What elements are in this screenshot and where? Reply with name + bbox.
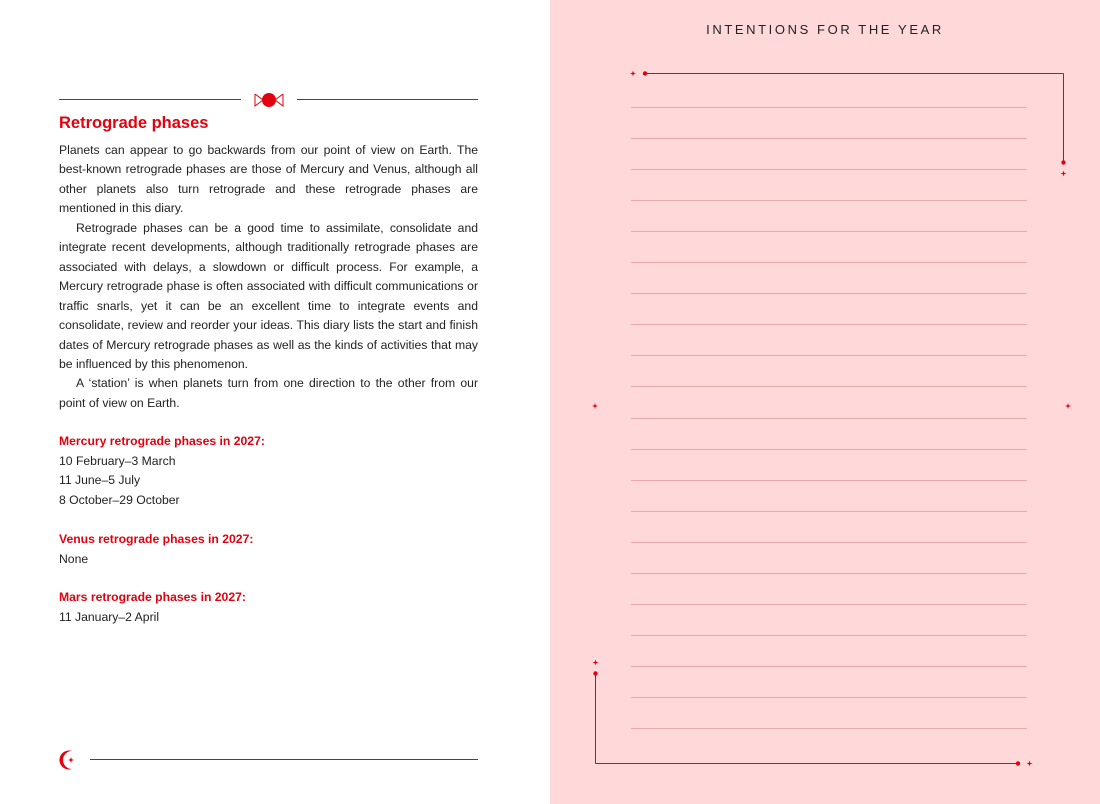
phase-date: None xyxy=(59,551,89,566)
frame-dot-icon xyxy=(1061,160,1065,164)
paragraph: A ‘station’ is when planets turn from one direction to the other from our point of view on Earth. xyxy=(59,376,478,410)
top-divider-left xyxy=(59,99,241,100)
mars-phases xyxy=(59,588,246,627)
paragraph: Planets can appear to go backwards from our point of view on Earth. The best-known retrograde phases are those of Mercury and Venus, although all other planets also turn retrograde and these retrograde phases are mentioned in this diary. xyxy=(59,143,478,216)
page-title: INTENTIONS FOR THE YEAR xyxy=(706,22,944,37)
frame-dot-icon xyxy=(643,71,647,75)
sparkle-star-icon xyxy=(592,403,598,409)
footer-rule xyxy=(90,759,478,760)
phase-date: 8 October–29 October xyxy=(59,492,180,507)
decorative-frame xyxy=(550,0,1100,804)
venus-phases xyxy=(59,530,253,569)
phase-date: 11 January–2 April xyxy=(59,609,160,624)
sparkle-star-icon xyxy=(1027,761,1033,767)
phase-title: Venus retrograde phases in 2027: xyxy=(59,532,254,546)
sparkle-star-icon xyxy=(1061,171,1067,177)
phase-title: Mars retrograde phases in 2027: xyxy=(59,590,246,604)
frame-dot-icon xyxy=(593,671,597,675)
paragraph: Retrograde phases can be a good time to assimilate, consolidate and integrate recent developments, although traditionally retrograde phases are associated with delays, a slowdown or difficult process. For example, a Mercury retrograde phase is often associated with difficult communications or traffic snarls, yet it can be an excellent time to integrate events and consolidate, review and reorder your ideas. This diary lists the start and finish dates of Mercury retrograde phases as well as the kinds of activities that may be influenced by this phenomenon. xyxy=(59,220,478,371)
frame-dot-icon xyxy=(1016,761,1020,765)
mercury-phases xyxy=(59,432,265,510)
sparkle-star-icon xyxy=(593,660,599,666)
phase-title: Mercury retrograde phases in 2027: xyxy=(59,434,265,448)
sparkle-star-icon xyxy=(1065,403,1071,409)
body-text xyxy=(59,141,478,413)
top-divider-right xyxy=(297,99,478,100)
section-heading: Retrograde phases xyxy=(59,114,209,132)
phase-date: 10 February–3 March xyxy=(59,453,176,468)
phase-date: 11 June–5 July xyxy=(59,473,141,487)
crescent-moon-star-icon xyxy=(58,749,80,771)
sun-ornament-icon xyxy=(253,90,285,110)
sparkle-star-icon xyxy=(630,71,636,77)
